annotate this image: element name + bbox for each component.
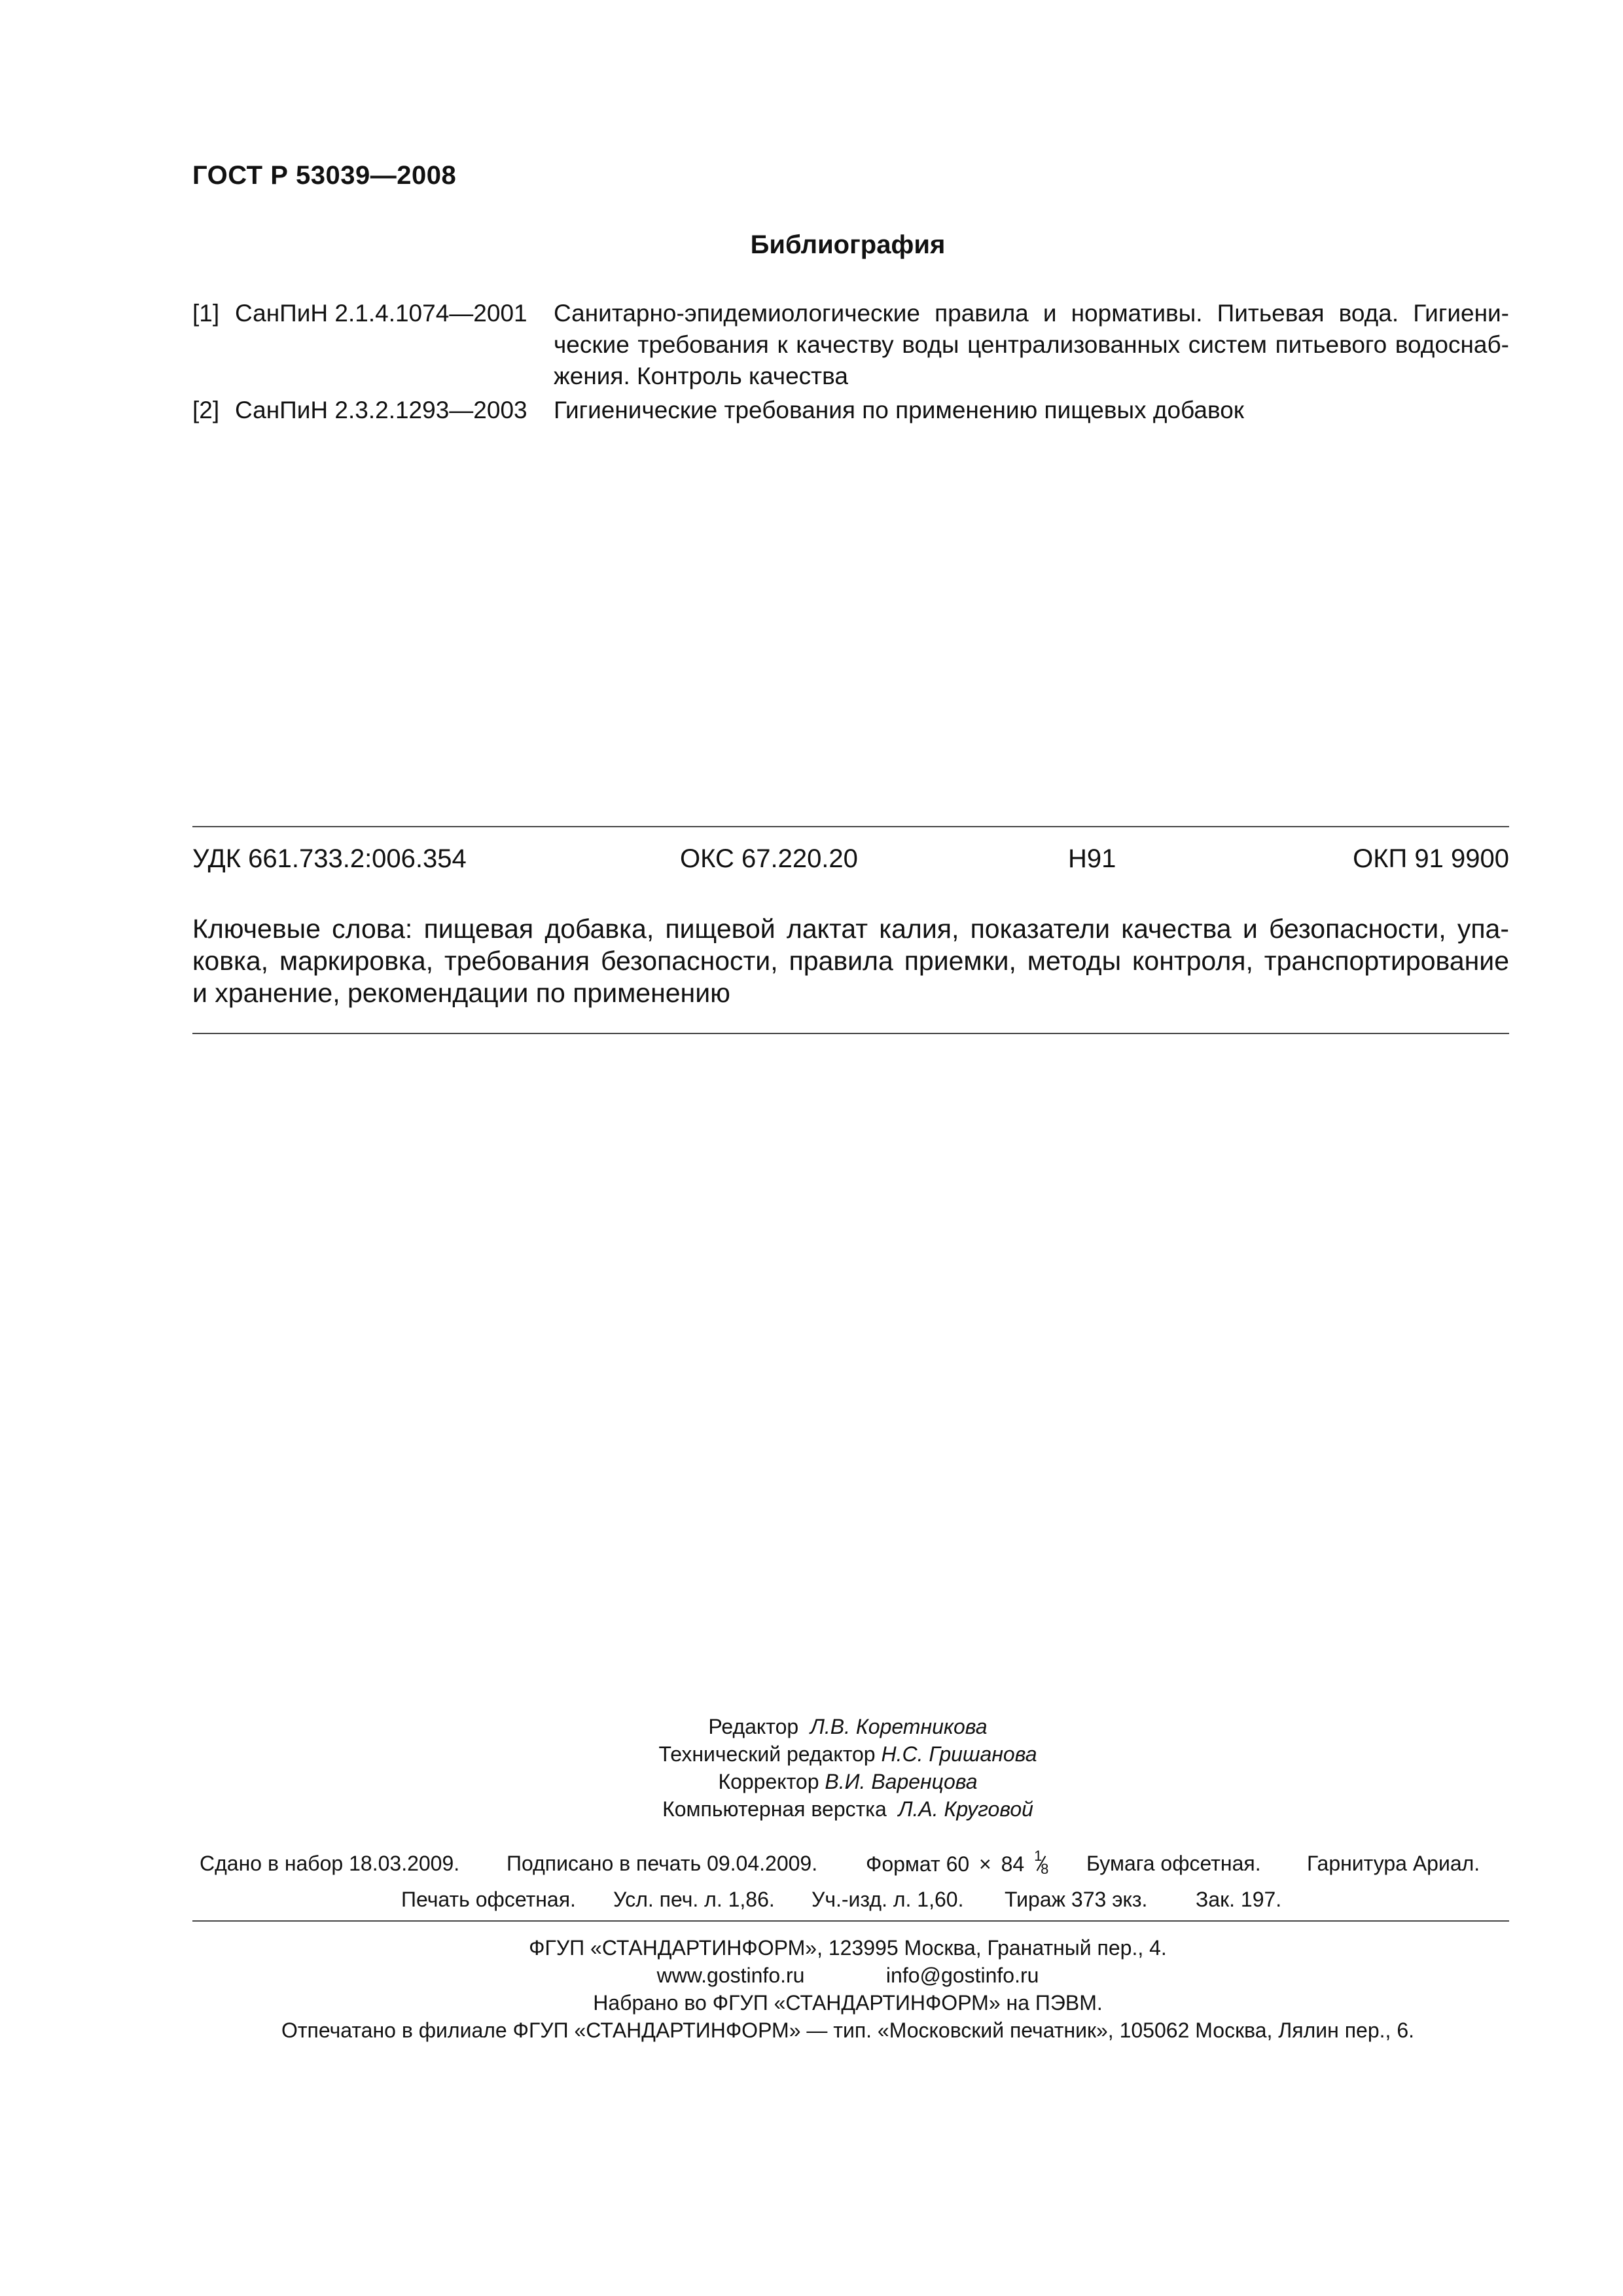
okp-code: ОКП 91 9900	[1353, 844, 1509, 873]
classification-row	[192, 844, 1509, 877]
entry-number: [1]	[192, 300, 220, 327]
bibliography-title: Библиография	[750, 230, 946, 259]
fraction-numerator: 1	[1034, 1848, 1043, 1864]
sent-to-set: Сдано в набор 18.03.2009.	[200, 1852, 460, 1875]
credit-line	[0, 1797, 1623, 1821]
print-run: Тираж 373 экз.	[1005, 1888, 1148, 1911]
udk-code: УДК 661.733.2:006.354	[192, 844, 467, 873]
format-label: Формат 60	[866, 1852, 970, 1876]
publisher-contacts	[0, 1964, 1623, 1988]
divider-middle	[192, 1033, 1509, 1034]
credit-role: Компьютерная верстка	[662, 1797, 887, 1821]
keywords-line: Ключевые слова: пищевая добавка, пищевой лактат калия, показатели качества и безопасности, упа-	[192, 914, 1509, 944]
format-value: 84	[1001, 1852, 1025, 1876]
typeset-note: Набрано во ФГУП «СТАНДАРТИНФОРМ» на ПЭВМ.	[593, 1991, 1103, 2015]
order-number: Зак. 197.	[1196, 1888, 1282, 1911]
format-fraction	[1030, 1848, 1050, 1878]
credit-line	[0, 1770, 1623, 1794]
publisher-email: info@gostinfo.ru	[885, 1964, 1039, 1987]
keywords	[192, 913, 1509, 1009]
credit-role: Корректор	[718, 1770, 819, 1793]
fraction-denominator: 8	[1041, 1861, 1049, 1877]
imprint-line	[0, 1888, 1623, 1916]
format-times: ×	[979, 1852, 991, 1876]
publisher-website: www.gostinfo.ru	[656, 1964, 805, 1987]
imprint-line	[0, 1848, 1623, 1880]
publisher-address: ФГУП «СТАНДАРТИНФОРМ», 123995 Москва, Гранатный пер., 4.	[529, 1936, 1167, 1960]
entry-description	[554, 298, 1509, 392]
entry-description	[554, 395, 1509, 426]
print-type: Печать офсетная.	[401, 1888, 576, 1911]
typeface: Гарнитура Ариал.	[1307, 1852, 1480, 1875]
credit-name: Н.С. Гришанова	[881, 1742, 1037, 1766]
group-code: Н91	[1068, 844, 1116, 873]
entry-number: [2]	[192, 397, 220, 423]
entry-description-line: Санитарно-эпидемиологические правила и нормативы. Питьевая вода. Гигиени-	[554, 300, 1509, 327]
conventional-sheets: Усл. печ. л. 1,86.	[613, 1888, 775, 1911]
divider-bottom	[192, 1920, 1509, 1922]
editorial-sheets: Уч.-изд. л. 1,60.	[812, 1888, 964, 1911]
credit-line	[0, 1742, 1623, 1767]
credit-name: В.И. Варенцова	[825, 1770, 978, 1793]
entry-reference: СанПиН 2.3.2.1293—2003	[235, 397, 527, 423]
divider-top	[192, 826, 1509, 827]
credit-line	[0, 1715, 1623, 1739]
entry-description-line: жения. Контроль качества	[554, 363, 848, 389]
signed-for-print: Подписано в печать 09.04.2009.	[507, 1852, 818, 1875]
oks-code: ОКС 67.220.20	[680, 844, 858, 873]
credit-role: Технический редактор	[658, 1742, 876, 1766]
keywords-line: ковка, маркировка, требования безопасности, правила приемки, методы контроля, транспортирование	[192, 946, 1509, 976]
credit-name: Л.В. Коретникова	[810, 1715, 988, 1738]
entry-description-line: Гигиенические требования по применению пищевых добавок	[554, 397, 1244, 423]
credit-role: Редактор	[708, 1715, 799, 1738]
document-code: ГОСТ Р 53039—2008	[192, 161, 457, 190]
credit-name: Л.А. Круговой	[898, 1797, 1033, 1821]
keywords-line: и хранение, рекомендации по применению	[192, 978, 730, 1008]
paper-type: Бумага офсетная.	[1086, 1852, 1261, 1875]
printed-note: Отпечатано в филиале ФГУП «СТАНДАРТИНФОРМ» — тип. «Московский печатник», 105062 Москва, Лялин пер., 6.	[281, 2018, 1414, 2042]
entry-reference: СанПиН 2.1.4.1074—2001	[235, 300, 527, 327]
bibliography-entry	[192, 298, 1509, 396]
entry-description-line: ческие требования к качеству воды централизованных систем питьевого водоснаб-	[554, 331, 1509, 358]
bibliography-entry	[192, 395, 1509, 427]
format	[866, 1848, 1050, 1878]
